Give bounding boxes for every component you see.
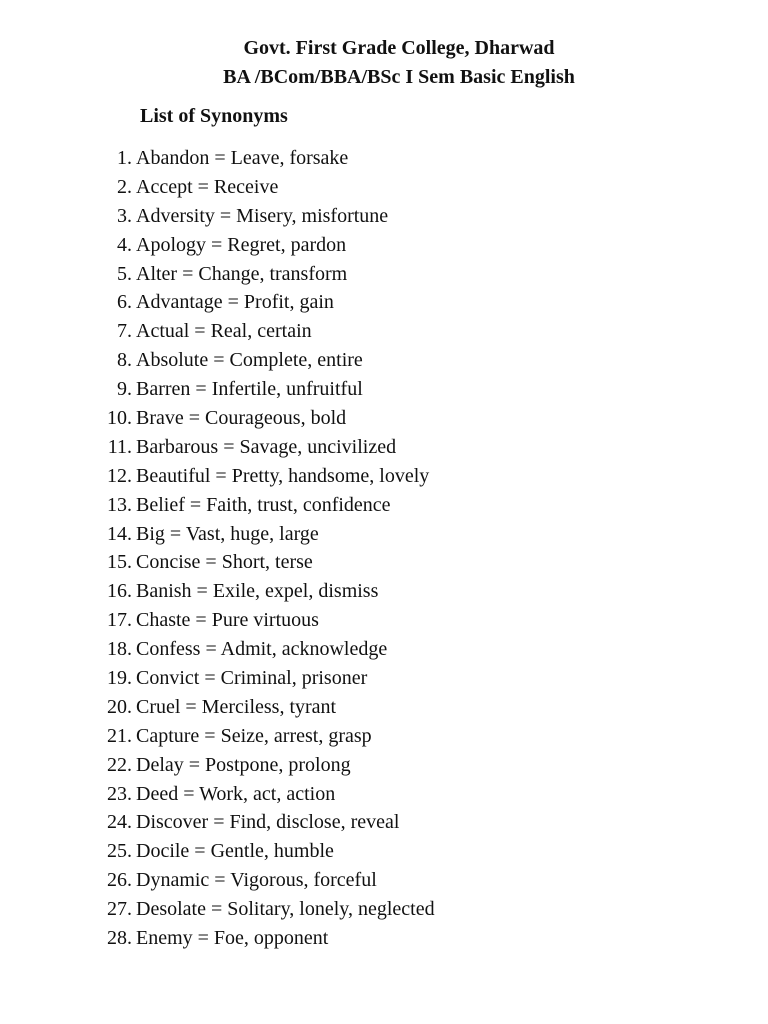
synonym-text: Banish = Exile, expel, dismiss (136, 580, 379, 603)
synonym-item (0, 722, 435, 751)
synonym-item (0, 664, 435, 693)
synonym-number: 18. (107, 638, 132, 661)
synonym-number: 17. (107, 609, 132, 632)
synonym-text: Deed = Work, act, action (136, 782, 336, 805)
synonym-text: Concise = Short, terse (136, 551, 313, 574)
section-title: List of Synonyms (140, 105, 288, 127)
synonym-item (0, 751, 435, 780)
synonym-number: 13. (107, 493, 132, 516)
synonym-text: Belief = Faith, trust, confidence (136, 493, 391, 516)
synonym-item (0, 144, 435, 173)
synonym-item (0, 375, 435, 404)
synonym-number: 5. (117, 262, 132, 285)
synonym-item (0, 866, 435, 895)
synonym-item (0, 693, 435, 722)
synonym-item (0, 606, 435, 635)
synonym-text: Chaste = Pure virtuous (136, 609, 319, 632)
synonym-item (0, 173, 435, 202)
synonym-text: Beautiful = Pretty, handsome, lovely (136, 464, 430, 487)
document-header (0, 34, 768, 92)
synonym-number: 3. (117, 204, 132, 227)
synonym-text: Docile = Gentle, humble (136, 840, 334, 863)
synonym-item (0, 433, 435, 462)
synonym-item (0, 404, 435, 433)
synonym-text: Big = Vast, huge, large (136, 522, 319, 545)
synonym-item (0, 317, 435, 346)
synonym-number: 23. (107, 782, 132, 805)
synonym-text: Discover = Find, disclose, reveal (136, 811, 400, 834)
synonym-item (0, 924, 435, 953)
synonym-number: 12. (107, 464, 132, 487)
synonym-number: 2. (117, 175, 132, 198)
synonym-number: 20. (107, 695, 132, 718)
synonym-text: Enemy = Foe, opponent (136, 926, 329, 949)
synonym-item (0, 260, 435, 289)
synonym-list (0, 144, 435, 953)
synonym-item (0, 837, 435, 866)
synonym-item (0, 520, 435, 549)
synonym-number: 28. (107, 926, 132, 949)
synonym-item (0, 548, 435, 577)
synonym-text: Confess = Admit, acknowledge (136, 638, 388, 661)
synonym-text: Brave = Courageous, bold (136, 406, 347, 429)
synonym-text: Dynamic = Vigorous, forceful (136, 869, 377, 892)
synonym-item (0, 635, 435, 664)
course-title: BA /BCom/BBA/BSc I Sem Basic English (223, 66, 575, 88)
synonym-number: 26. (107, 869, 132, 892)
synonym-item (0, 808, 435, 837)
synonym-text: Abandon = Leave, forsake (136, 146, 349, 169)
synonym-item (0, 202, 435, 231)
synonym-number: 1. (117, 146, 132, 169)
synonym-number: 9. (117, 378, 132, 401)
synonym-text: Alter = Change, transform (136, 262, 348, 285)
synonym-text: Accept = Receive (136, 175, 279, 198)
synonym-text: Capture = Seize, arrest, grasp (136, 724, 372, 747)
synonym-number: 16. (107, 580, 132, 603)
synonym-item (0, 288, 435, 317)
synonym-number: 21. (107, 724, 132, 747)
synonym-text: Cruel = Merciless, tyrant (136, 695, 337, 718)
synonym-number: 15. (107, 551, 132, 574)
synonym-text: Adversity = Misery, misfortune (136, 204, 389, 227)
synonym-text: Delay = Postpone, prolong (136, 753, 351, 776)
synonym-number: 6. (117, 291, 132, 314)
synonym-text: Actual = Real, certain (136, 320, 312, 343)
synonym-number: 27. (107, 898, 132, 921)
synonym-text: Desolate = Solitary, lonely, neglected (136, 898, 435, 921)
synonym-item (0, 895, 435, 924)
synonym-item (0, 491, 435, 520)
synonym-text: Apology = Regret, pardon (136, 233, 347, 256)
synonym-number: 11. (107, 435, 132, 458)
synonym-number: 22. (107, 753, 132, 776)
college-name: Govt. First Grade College, Dharwad (243, 37, 555, 59)
synonym-number: 24. (107, 811, 132, 834)
synonym-number: 8. (117, 349, 132, 372)
synonym-number: 19. (107, 666, 132, 689)
synonym-number: 4. (117, 233, 132, 256)
synonym-item (0, 231, 435, 260)
synonym-item (0, 346, 435, 375)
synonym-number: 10. (107, 406, 132, 429)
synonym-item (0, 577, 435, 606)
synonym-text: Absolute = Complete, entire (136, 349, 363, 372)
synonym-item (0, 780, 435, 809)
synonym-item (0, 462, 435, 491)
synonym-text: Barren = Infertile, unfruitful (136, 378, 363, 401)
synonym-text: Convict = Criminal, prisoner (136, 666, 368, 689)
synonym-text: Barbarous = Savage, uncivilized (136, 435, 397, 458)
synonym-number: 25. (107, 840, 132, 863)
synonym-number: 7. (117, 320, 132, 343)
synonym-text: Advantage = Profit, gain (136, 291, 334, 314)
synonym-number: 14. (107, 522, 132, 545)
